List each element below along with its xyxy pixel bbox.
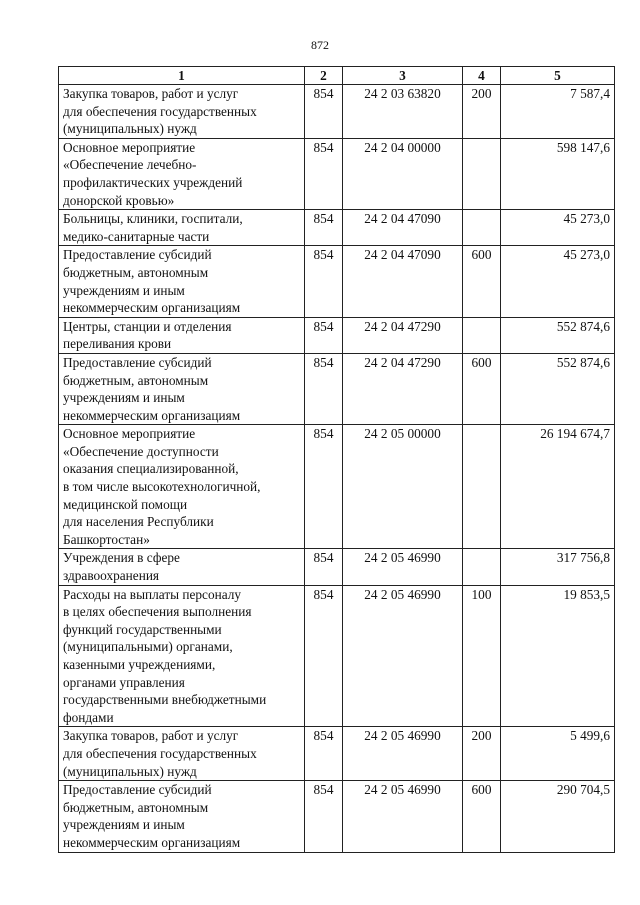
row-amount: 290 704,5 — [501, 781, 615, 852]
row-article-code: 24 2 05 46990 — [343, 781, 463, 852]
row-name: Предоставление субсидий бюджетным, автономным учреждениям и иным некоммерческим организациям — [59, 353, 305, 424]
row-expense-type: 200 — [463, 727, 501, 781]
row-name: Закупка товаров, работ и услуг для обеспечения государственных (муниципальных) нужд — [59, 85, 305, 139]
row-amount: 26 194 674,7 — [501, 425, 615, 549]
table-row — [59, 85, 615, 139]
row-expense-type: 200 — [463, 85, 501, 139]
row-amount: 552 874,6 — [501, 353, 615, 424]
row-expense-type: 600 — [463, 246, 501, 317]
row-article-code: 24 2 04 00000 — [343, 138, 463, 209]
row-name: Основное мероприятие «Обеспечение доступности оказания специализированной, в том числе высокотехнологичной, медицинской помощи для населения Республики Башкортостан» — [59, 425, 305, 549]
row-expense-type — [463, 138, 501, 209]
row-article-code: 24 2 03 63820 — [343, 85, 463, 139]
row-amount: 19 853,5 — [501, 585, 615, 727]
row-ministry-code: 854 — [305, 781, 343, 852]
row-name: Предоставление субсидий бюджетным, автономным учреждениям и иным некоммерческим организациям — [59, 781, 305, 852]
row-name: Больницы, клиники, госпитали, медико-санитарные части — [59, 210, 305, 246]
row-expense-type — [463, 210, 501, 246]
row-expense-type — [463, 425, 501, 549]
row-amount: 5 499,6 — [501, 727, 615, 781]
row-name: Учреждения в сфере здравоохранения — [59, 549, 305, 585]
row-amount: 598 147,6 — [501, 138, 615, 209]
row-ministry-code: 854 — [305, 138, 343, 209]
row-ministry-code: 854 — [305, 210, 343, 246]
row-name: Закупка товаров, работ и услуг для обеспечения государственных (муниципальных) нужд — [59, 727, 305, 781]
row-amount: 7 587,4 — [501, 85, 615, 139]
row-ministry-code: 854 — [305, 317, 343, 353]
row-article-code: 24 2 05 00000 — [343, 425, 463, 549]
budget-table — [58, 66, 615, 853]
table-row — [59, 210, 615, 246]
row-article-code: 24 2 04 47290 — [343, 317, 463, 353]
row-ministry-code: 854 — [305, 549, 343, 585]
table-row — [59, 353, 615, 424]
table-row — [59, 585, 615, 727]
row-expense-type: 600 — [463, 781, 501, 852]
row-name: Центры, станции и отделения переливания крови — [59, 317, 305, 353]
row-expense-type: 100 — [463, 585, 501, 727]
table-row — [59, 317, 615, 353]
row-article-code: 24 2 05 46990 — [343, 549, 463, 585]
header-col-5: 5 — [501, 67, 615, 85]
row-ministry-code: 854 — [305, 246, 343, 317]
header-col-2: 2 — [305, 67, 343, 85]
row-name: Основное мероприятие «Обеспечение лечебно- профилактических учреждений донорской кровью» — [59, 138, 305, 209]
row-name: Расходы на выплаты персоналу в целях обеспечения выполнения функций государственными (муниципальными) органами, казенными учреждениями, органами управления государственными внебюджетными фондами — [59, 585, 305, 727]
row-article-code: 24 2 04 47290 — [343, 353, 463, 424]
row-amount: 317 756,8 — [501, 549, 615, 585]
table-row — [59, 549, 615, 585]
row-article-code: 24 2 05 46990 — [343, 727, 463, 781]
row-amount: 45 273,0 — [501, 210, 615, 246]
table-row — [59, 781, 615, 852]
table-header-row — [59, 67, 615, 85]
table-row — [59, 246, 615, 317]
header-col-1: 1 — [59, 67, 305, 85]
page-number: 872 — [311, 38, 329, 52]
row-ministry-code: 854 — [305, 727, 343, 781]
row-article-code: 24 2 04 47090 — [343, 246, 463, 317]
table-row — [59, 727, 615, 781]
table-row — [59, 425, 615, 549]
row-article-code: 24 2 05 46990 — [343, 585, 463, 727]
row-article-code: 24 2 04 47090 — [343, 210, 463, 246]
row-name: Предоставление субсидий бюджетным, автономным учреждениям и иным некоммерческим организациям — [59, 246, 305, 317]
row-ministry-code: 854 — [305, 353, 343, 424]
row-ministry-code: 854 — [305, 85, 343, 139]
header-col-4: 4 — [463, 67, 501, 85]
table-row — [59, 138, 615, 209]
row-amount: 552 874,6 — [501, 317, 615, 353]
row-ministry-code: 854 — [305, 585, 343, 727]
row-amount: 45 273,0 — [501, 246, 615, 317]
row-expense-type: 600 — [463, 353, 501, 424]
row-expense-type — [463, 549, 501, 585]
row-ministry-code: 854 — [305, 425, 343, 549]
row-expense-type — [463, 317, 501, 353]
header-col-3: 3 — [343, 67, 463, 85]
